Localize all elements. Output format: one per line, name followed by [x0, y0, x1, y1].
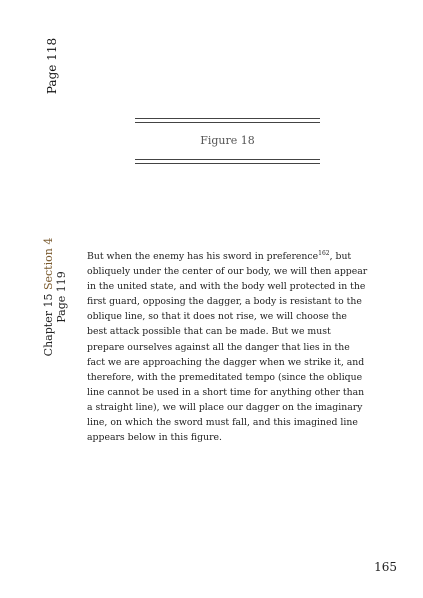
chapter-page-ref: Page 119: [55, 271, 68, 323]
figure-caption-box: [135, 118, 320, 164]
chapter-section-line: [42, 238, 55, 357]
page-number: 165: [374, 560, 397, 574]
chapter-section-label: [42, 238, 68, 357]
chapter-number: Chapter 15: [42, 293, 55, 357]
figure-caption: Figure 18: [200, 134, 255, 147]
footnote-reference[interactable]: 162: [318, 249, 330, 257]
top-rule-1: [135, 118, 320, 119]
body-paragraph: [87, 249, 369, 445]
page-label: Page 118: [45, 37, 59, 95]
section-number: Section 4: [42, 237, 55, 291]
body-text-start: But when the enemy has his sword in preference: [87, 251, 319, 262]
bottom-rule-1: [135, 159, 320, 160]
bottom-rule-2: [135, 163, 320, 164]
body-text-rest: , but obliquely under the center of our body, we will then appear in the united state, and with the body well protected in the first guard, opposing the dagger, a body is resistant to the oblique line, so that it does not rise, we will choose the best attack possible that can be made. But we must prepare ourselves against all the danger that lies in the fact we are approaching the dagger when we strike it, and therefore, with the premeditated tempo (since the oblique line cannot be used in a short time for anything other than a straight line), we will place our dagger on the imaginary line, on which the sword must fall, and this imagined line appears below in this figure.: [87, 251, 368, 444]
